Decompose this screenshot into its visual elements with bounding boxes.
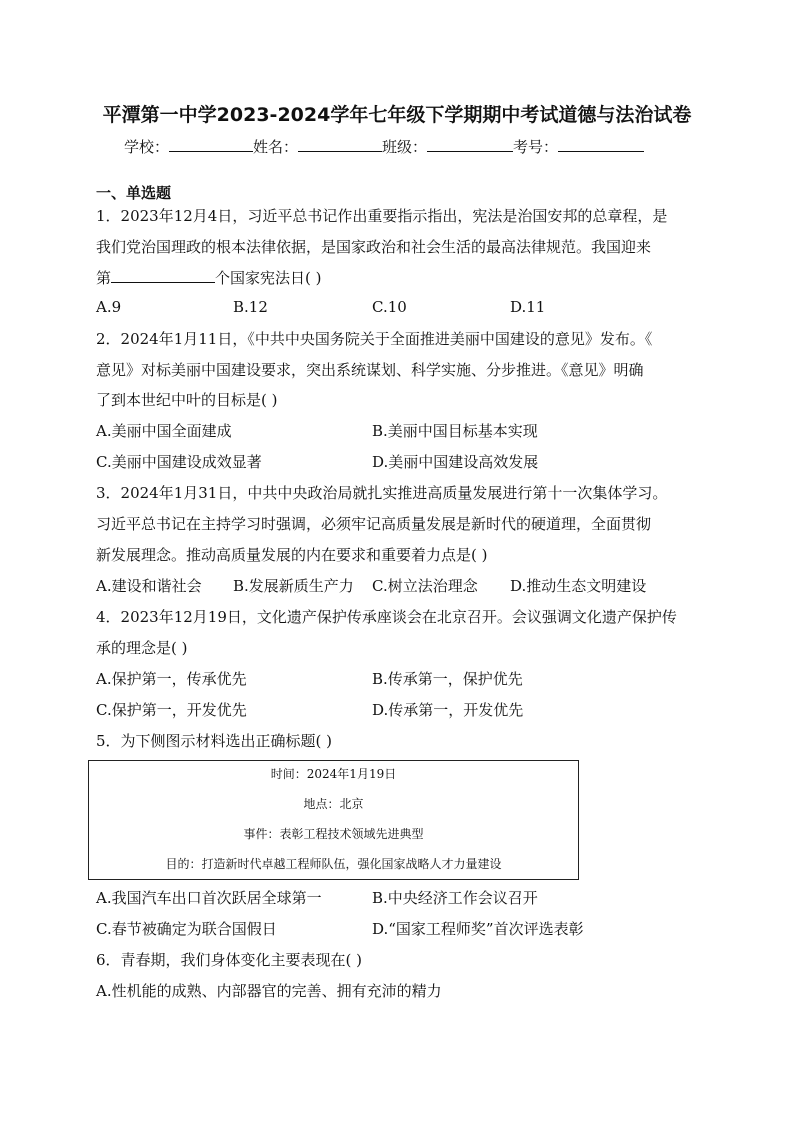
q5-material-box [88, 760, 579, 880]
q5-box-event: 事件：表彰工程技术领域先进典型 [243, 827, 424, 841]
q5-option-c[interactable]: C.春节被确定为联合国假日 [96, 920, 277, 938]
q4-line-1: 4．2023年12月19日，文化遗产保护传承座谈会在北京召开。会议强调文化遗产保护传 [96, 608, 677, 626]
class-label: 班级： [382, 138, 428, 156]
q1-option-b[interactable]: B.12 [233, 298, 268, 316]
q5-box-place: 地点：北京 [303, 797, 364, 811]
q5-option-b[interactable]: B.中央经济工作会议召开 [372, 889, 538, 907]
q2-line-3: 了到本世纪中叶的目标是( ) [96, 391, 278, 409]
student-info-row [124, 136, 644, 157]
q2-line-2: 意见》对标美丽中国建设要求，突出系统谋划、科学实施、分步推进。《意见》明确 [96, 361, 644, 379]
q2-option-c[interactable]: C.美丽中国建设成效显著 [96, 453, 262, 471]
q2-option-d[interactable]: D.美丽中国建设高效发展 [372, 453, 539, 471]
q4-option-b[interactable]: B.传承第一，保护优先 [372, 670, 523, 688]
q4-option-a[interactable]: A.保护第一，传承优先 [96, 670, 247, 688]
q1-option-c[interactable]: C.10 [372, 298, 407, 316]
school-blank[interactable] [169, 137, 253, 152]
name-label: 姓名： [253, 138, 299, 156]
q1-line-2: 我们党治国理政的根本法律依据，是国家政治和社会生活的最高法律规范。我国迎来 [96, 238, 652, 256]
q1-line-1: 1．2023年12月4日，习近平总书记作出重要指示指出，宪法是治国安邦的总章程，是 [96, 207, 668, 225]
q5-option-a[interactable]: A.我国汽车出口首次跃居全球第一 [96, 889, 322, 907]
q2-line-1: 2．2024年1月11日，《中共中央国务院关于全面推进美丽中国建设的意见》发布。《 [96, 330, 653, 348]
q3-line-1: 3．2024年1月31日，中共中央政治局就扎实推进高质量发展进行第十一次集体学习。 [96, 484, 668, 502]
q1-line-3a: 第 [96, 269, 112, 287]
class-blank[interactable] [427, 137, 513, 152]
q1-line-3 [96, 267, 322, 288]
q3-option-d[interactable]: D.推动生态文明建设 [510, 577, 647, 595]
q4-option-d[interactable]: D.传承第一，开发优先 [372, 701, 524, 719]
q1-line-3b: 个国家宪法日( ) [215, 269, 322, 287]
q5-box-time: 时间：2024年1月19日 [270, 767, 397, 781]
q5-option-d[interactable]: D.“国家工程师奖”首次评选表彰 [372, 920, 584, 938]
q3-option-a[interactable]: A.建设和谐社会 [96, 577, 202, 595]
q2-option-a[interactable]: A.美丽中国全面建成 [96, 422, 232, 440]
q5-box-goal: 目的：打造新时代卓越工程师队伍，强化国家战略人才力量建设 [165, 857, 502, 871]
q3-option-b[interactable]: B.发展新质生产力 [233, 577, 354, 595]
q3-line-2: 习近平总书记在主持学习时强调，必须牢记高质量发展是新时代的硬道理，全面贯彻 [96, 515, 652, 533]
q6-option-a[interactable]: A.性机能的成熟、内部器官的完善、拥有充沛的精力 [96, 982, 442, 1000]
section-heading: 一、单选题 [96, 184, 172, 202]
school-label: 学校： [124, 138, 170, 156]
q4-line-2: 承的理念是( ) [96, 639, 188, 657]
q5-line-1: 5．为下侧图示材料选出正确标题( ) [96, 732, 333, 750]
number-blank[interactable] [558, 137, 644, 152]
number-label: 考号： [513, 138, 559, 156]
name-blank[interactable] [298, 137, 382, 152]
q1-answer-blank [111, 268, 215, 283]
q6-line-1: 6．青春期，我们身体变化主要表现在( ) [96, 951, 363, 969]
q1-option-d[interactable]: D.11 [510, 298, 546, 316]
q3-line-3: 新发展理念。推动高质量发展的内在要求和重要着力点是( ) [96, 546, 488, 564]
q3-option-c[interactable]: C.树立法治理念 [372, 577, 478, 595]
q4-option-c[interactable]: C.保护第一，开发优先 [96, 701, 247, 719]
q1-option-a[interactable]: A.9 [96, 298, 122, 316]
q2-option-b[interactable]: B.美丽中国目标基本实现 [372, 422, 538, 440]
exam-title: 平潭第一中学2023-2024学年七年级下学期期中考试道德与法治试卷 [102, 104, 692, 126]
